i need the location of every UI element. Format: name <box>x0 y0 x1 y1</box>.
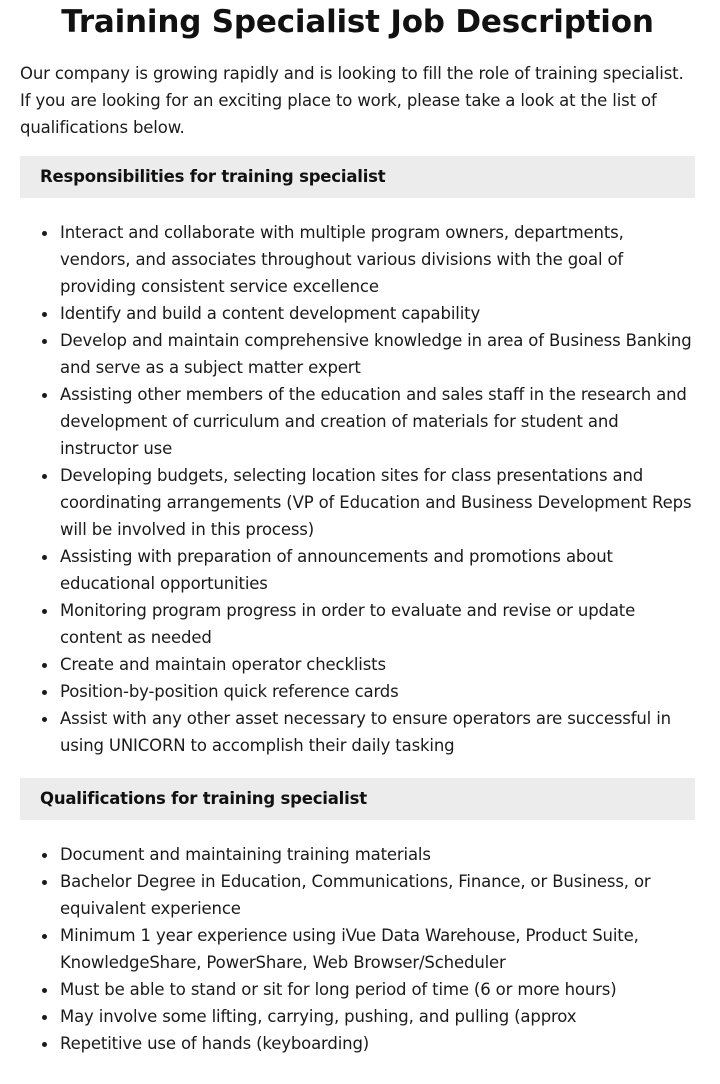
qualifications-heading: Qualifications for training specialist <box>20 778 695 820</box>
list-item: Assisting with preparation of announcements and promotions about educational opportunities <box>60 543 695 597</box>
list-item: Identify and build a content development capability <box>60 300 695 327</box>
responsibilities-list <box>20 219 695 759</box>
list-item: Minimum 1 year experience using iVue Data Warehouse, Product Suite, KnowledgeShare, PowerShare, Web Browser/Scheduler <box>60 922 695 976</box>
list-item: Assisting other members of the education and sales staff in the research and development of curriculum and creation of materials for student and instructor use <box>60 381 695 462</box>
list-item: Create and maintain operator checklists <box>60 651 695 678</box>
qualifications-list <box>20 841 695 1057</box>
responsibilities-heading: Responsibilities for training specialist <box>20 156 695 198</box>
list-item: Document and maintaining training materials <box>60 841 695 868</box>
list-item: Repetitive use of hands (keyboarding) <box>60 1030 695 1057</box>
list-item: Developing budgets, selecting location sites for class presentations and coordinating arrangements (VP of Education and Business Development Reps will be involved in this process) <box>60 462 695 543</box>
list-item: Assist with any other asset necessary to ensure operators are successful in using UNICORN to accomplish their daily tasking <box>60 705 695 759</box>
list-item: Monitoring program progress in order to evaluate and revise or update content as needed <box>60 597 695 651</box>
intro-paragraph: Our company is growing rapidly and is looking to fill the role of training specialist. If you are looking for an exciting place to work, please take a look at the list of qualifications below. <box>20 64 684 137</box>
list-item: Position-by-position quick reference cards <box>60 678 695 705</box>
list-item: Bachelor Degree in Education, Communications, Finance, or Business, or equivalent experience <box>60 868 695 922</box>
list-item: Must be able to stand or sit for long period of time (6 or more hours) <box>60 976 695 1003</box>
list-item: Interact and collaborate with multiple program owners, departments, vendors, and associates throughout various divisions with the goal of providing consistent service excellence <box>60 219 695 300</box>
page-title: Training Specialist Job Description <box>61 4 654 40</box>
list-item: May involve some lifting, carrying, pushing, and pulling (approx <box>60 1003 695 1030</box>
list-item: Develop and maintain comprehensive knowledge in area of Business Banking and serve as a subject matter expert <box>60 327 695 381</box>
